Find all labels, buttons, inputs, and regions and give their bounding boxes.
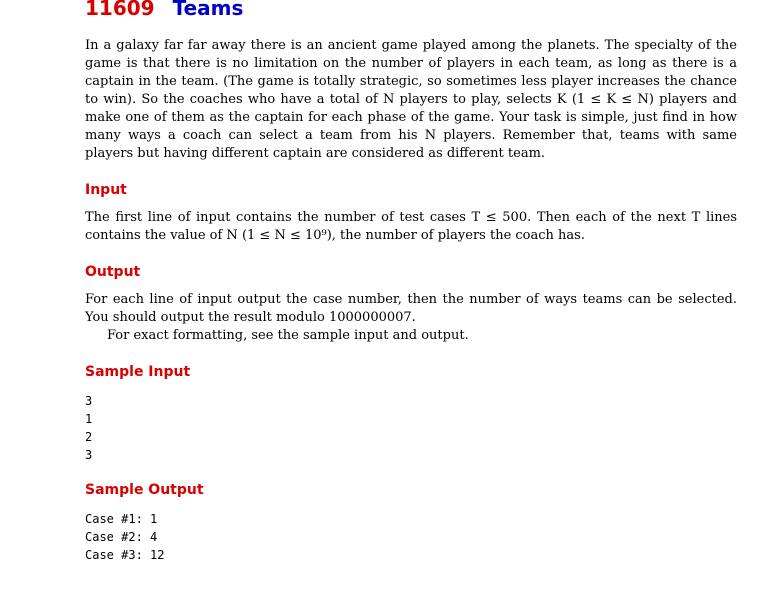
sample-output-line: Case #2: 4 <box>85 530 158 544</box>
sample-input-line: 2 <box>85 430 93 444</box>
problem-statement: In a galaxy far far away there is an ancient game played among the planets. The specialty of the game is that there is no limitation on the number of players in each team, as long as there is a captain in the team. (The game is totally strategic, so sometimes less player increases the chance to win). So the coaches who have a total of N players to play, selects K (1 ≤ K ≤ N) players and make one of them as the captain for each phase of the game. Your task is simple, just find in how many ways a coach can select a team from his N players. Remember that, teams with same players but having different captain are considered as different team. <box>85 38 737 161</box>
problem-name: Teams <box>172 0 244 20</box>
sample-output-line: Case #1: 1 <box>85 512 158 526</box>
sample-input-line: 3 <box>85 448 93 462</box>
sample-input-line: 3 <box>85 394 93 408</box>
sample-output-line: Case #3: 12 <box>85 548 165 562</box>
sample-output-block <box>85 510 164 564</box>
problem-title <box>85 0 243 20</box>
sample-output-heading: Sample Output <box>85 482 204 498</box>
sample-input-line: 1 <box>85 412 93 426</box>
output-description: For each line of input output the case number, then the number of ways teams can be selected. You should output the result modulo 1000000007. <box>85 292 737 325</box>
input-description: The first line of input contains the number of test cases T ≤ 500. Then each of the next T lines contains the value of N (1 ≤ N ≤ 10⁹), the number of players the coach has. <box>85 210 737 243</box>
sample-input-block <box>85 392 92 464</box>
output-heading: Output <box>85 264 141 280</box>
problem-number: 11609 <box>85 0 155 20</box>
output-format-note: For exact formatting, see the sample input and output. <box>107 328 469 343</box>
sample-input-heading: Sample Input <box>85 364 191 380</box>
input-heading: Input <box>85 182 127 198</box>
